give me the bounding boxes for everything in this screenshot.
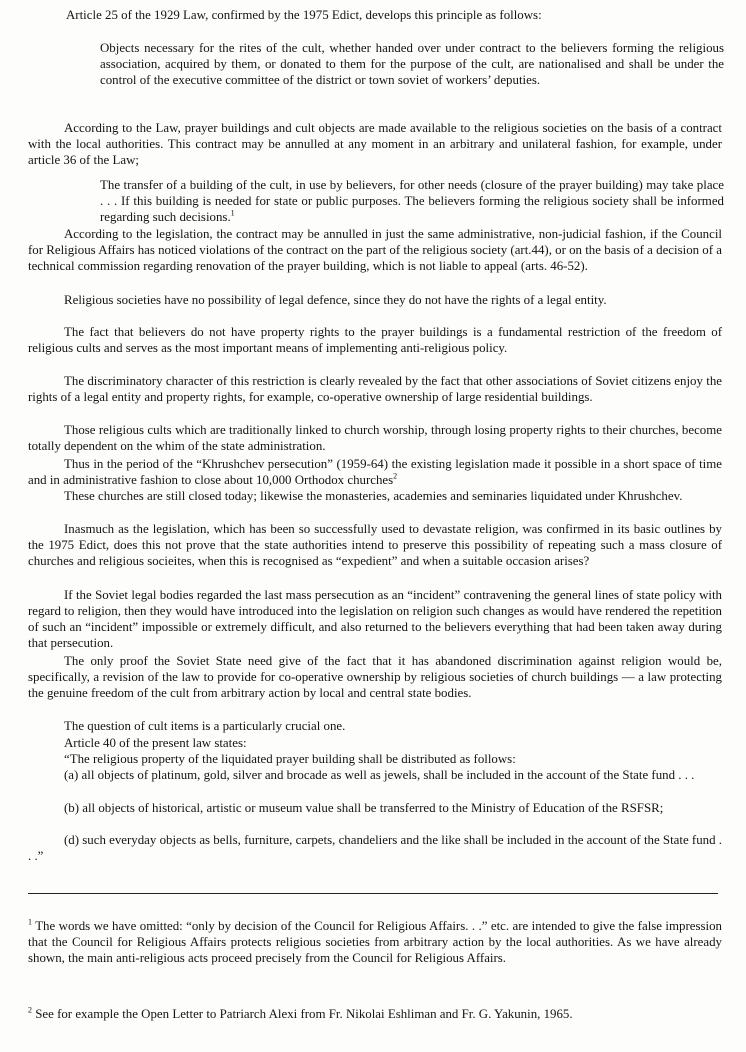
article40-item-b: (b) all objects of historical, artistic or museum value shall be transferred to the Ministry of Education of the RSFSR; (64, 801, 664, 815)
quote-article36-text: The transfer of a building of the cult, in use by believers, for other needs (closure of the prayer building) may take place . . . If this building is needed for state or public purposes. The believers forming the religious society shall be informed regarding such decisions. (100, 178, 724, 225)
paragraph-defence: Religious societies have no possibility of legal defence, since they do not have the rights of a legal entity. (64, 293, 607, 307)
paragraph-linked: Those religious cults which are traditionally linked to church worship, through losing property rights to their churches, become totally dependent on the whim of the state administration. (28, 423, 722, 454)
paragraph-annul: According to the legislation, the contract may be annulled in just the same administrative, non-judicial fashion, if the Council for Religious Affairs has noticed violations of the contract on the part of the religious society (art.44), or on the basis of a decision of a technical commission regarding renovation of the prayer building, which is not liable to appeal (arts. 46-52). (28, 227, 722, 274)
article25-intro: Article 25 of the 1929 Law, confirmed by the 1975 Edict, develops this principle as follows: (66, 8, 542, 22)
footnote-2-mark: 2 (28, 1005, 32, 1015)
footnote-ref-1: 1 (230, 208, 235, 218)
paragraph-if: If the Soviet legal bodies regarded the last mass persecution as an “incident” contravening the general lines of state policy with regard to religion, then they would have introduced into the legislation on religion such changes as would have rendered the repetition of such an “incident” impossible or extremely difficult, and also returned to the believers everything that had been taken away during that persecution. (28, 588, 722, 651)
article40-quote-open: “The religious property of the liquidated prayer building shall be distributed as follows: (64, 752, 516, 766)
footnote-1 (28, 918, 722, 967)
paragraph-khrushchev (28, 456, 722, 488)
paragraph-proof: The only proof the Soviet State need give of the fact that it has abandoned discrimination against religion would be, specifically, a revision of the law to provide for co-operative ownership by religious societies of church buildings — a law protecting the genuine freedom of the cult from arbitrary action by local and central state bodies. (28, 654, 722, 701)
footnote-2-text: See for example the Open Letter to Patriarch Alexi from Fr. Nikolai Eshliman and Fr. G. Yakunin, 1965. (35, 1007, 573, 1021)
paragraph-closed: These churches are still closed today; likewise the monasteries, academies and seminaries liquidated under Khrushchev. (64, 489, 683, 503)
paragraph-khrushchev-text: Thus in the period of the “Khrushchev persecution” (1959-64) the existing legislation made it possible in a short space of time and in administrative fashion to close about 10,000 Orthodox churches (28, 457, 722, 488)
footnote-1-mark: 1 (28, 917, 32, 927)
quote-article25: Objects necessary for the rites of the cult, whether handed over under contract to the believers forming the religious association, acquired by them, or donated to them for the purpose of the cult, are nationalised and shall be under the control of the executive committee of the district or town soviet of workers’ deputies. (100, 41, 724, 88)
paragraph-contract: According to the Law, prayer buildings and cult objects are made available to the religious societies on the basis of a contract with the local authorities. This contract may be annulled at any moment in an arbitrary and unilateral fashion, for example, under article 36 of the Law; (28, 121, 722, 168)
footnote-2 (28, 1006, 722, 1022)
footnote-divider (28, 893, 718, 894)
footnote-1-text: The words we have omitted: “only by decision of the Council for Religious Affairs. . .” etc. are intended to give the false impression that the Council for Religious Affairs protects religious societies from arbitrary action by the local authorities. As we have already shown, the main anti-religious acts proceed precisely from the Council for Religious Affairs. (28, 919, 722, 966)
article40-item-d: (d) such everyday objects as bells, furniture, carpets, chandeliers and the like shall be included in the account of the State fund . . .” (28, 833, 722, 864)
paragraph-article40: Article 40 of the present law states: (64, 736, 247, 750)
paragraph-discrimination: The discriminatory character of this restriction is clearly revealed by the fact that other associations of Soviet citizens enjoy the rights of a legal entity and property rights, for example, co-operative ownership of large residential buildings. (28, 374, 722, 405)
paragraph-question: The question of cult items is a particularly crucial one. (64, 719, 346, 733)
article40-item-a: (a) all objects of platinum, gold, silver and brocade as well as jewels, shall be included in the account of the State fund . . . (64, 768, 695, 782)
paragraph-property: The fact that believers do not have property rights to the prayer buildings is a fundamental restriction of the freedom of religious cults and serves as the most important means of implementing anti-religious policy. (28, 325, 722, 356)
footnote-ref-2: 2 (393, 471, 398, 481)
paragraph-inasmuch: Inasmuch as the legislation, which has been so successfully used to devastate religion, was confirmed in its basic outlines by the 1975 Edict, does this not prove that the state authorities intend to preserve this possibility of repeating such a mass closure of churches and religious socieites, when this is recognised as “expedient” and when a suitable occasion arises? (28, 522, 722, 569)
quote-article36 (100, 177, 724, 225)
